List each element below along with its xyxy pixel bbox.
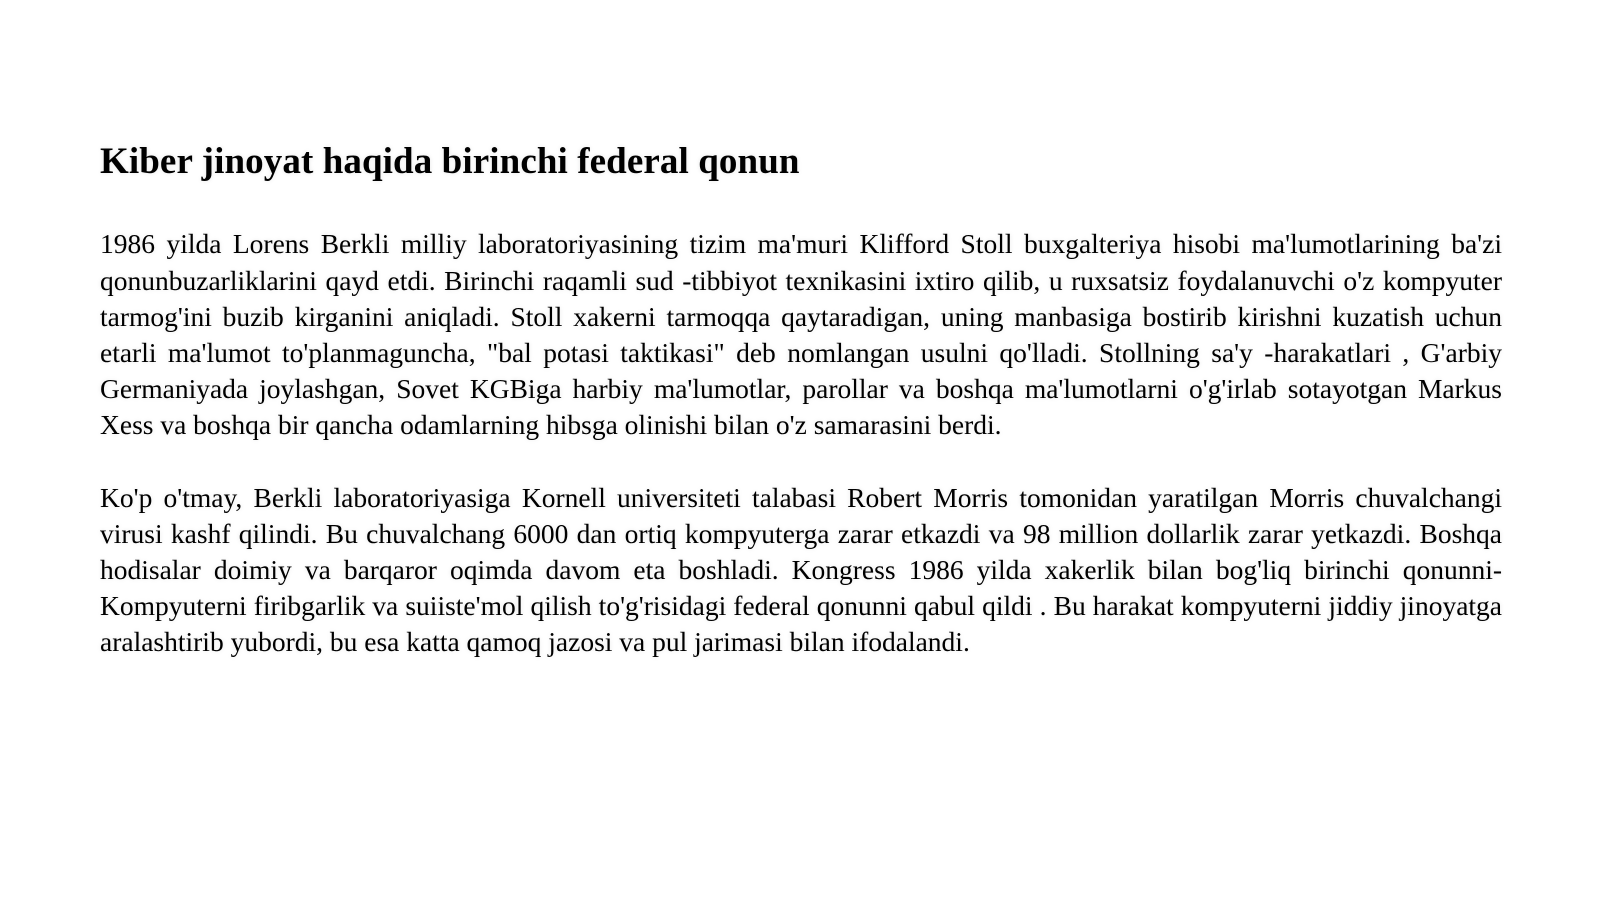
page-title: Kiber jinoyat haqida birinchi federal qonun <box>100 141 800 182</box>
paragraph-1: 1986 yilda Lorens Berkli milliy laboratoriyasining tizim ma'muri Klifford Stoll buxgalteriya hisobi ma'lumotlarining ba'zi qonunbuzarliklarini qayd etdi. Birinchi raqamli sud -tibbiyot texnikasini ixtiro qilib, u ruxsatsiz foydalanuvchi o'z kompyuter tarmog'ini buzib kirganini aniqladi. Stoll xakerni tarmoqqa qaytaradigan, uning manbasiga bostirib kirishni kuzatish uchun etarli ma'lumot to'planmaguncha, "bal potasi taktikasi" deb nomlangan usulni qo'lladi. Stollning sa'y -harakatlari , G'arbiy Germaniyada joylashgan, Sovet KGBiga harbiy ma'lumotlar, parollar va boshqa ma'lumotlarni o'g'irlab sotayotgan Markus Xess va boshqa bir qancha odamlarning hibsga olinishi bilan o'z samarasini berdi. <box>100 228 1502 441</box>
slide-content <box>100 140 1502 661</box>
paragraph-2: Ko'p o'tmay, Berkli laboratoriyasiga Kornell universiteti talabasi Robert Morris tomonidan yaratilgan Morris chuvalchangi virusi kashf qilindi. Bu chuvalchang 6000 dan ortiq kompyuterga zarar etkazdi va 98 million dollarlik zarar yetkazdi. Boshqa hodisalar doimiy va barqaror oqimda davom eta boshladi. Kongress 1986 yilda xakerlik bilan bog'liq birinchi qonunni-Kompyuterni firibgarlik va suiiste'mol qilish to'g'risidagi federal qonunni qabul qildi . Bu harakat kompyuterni jiddiy jinoyatga aralashtirib yubordi, bu esa katta qamoq jazosi va pul jarimasi bilan ifodalandi. <box>100 481 1502 658</box>
